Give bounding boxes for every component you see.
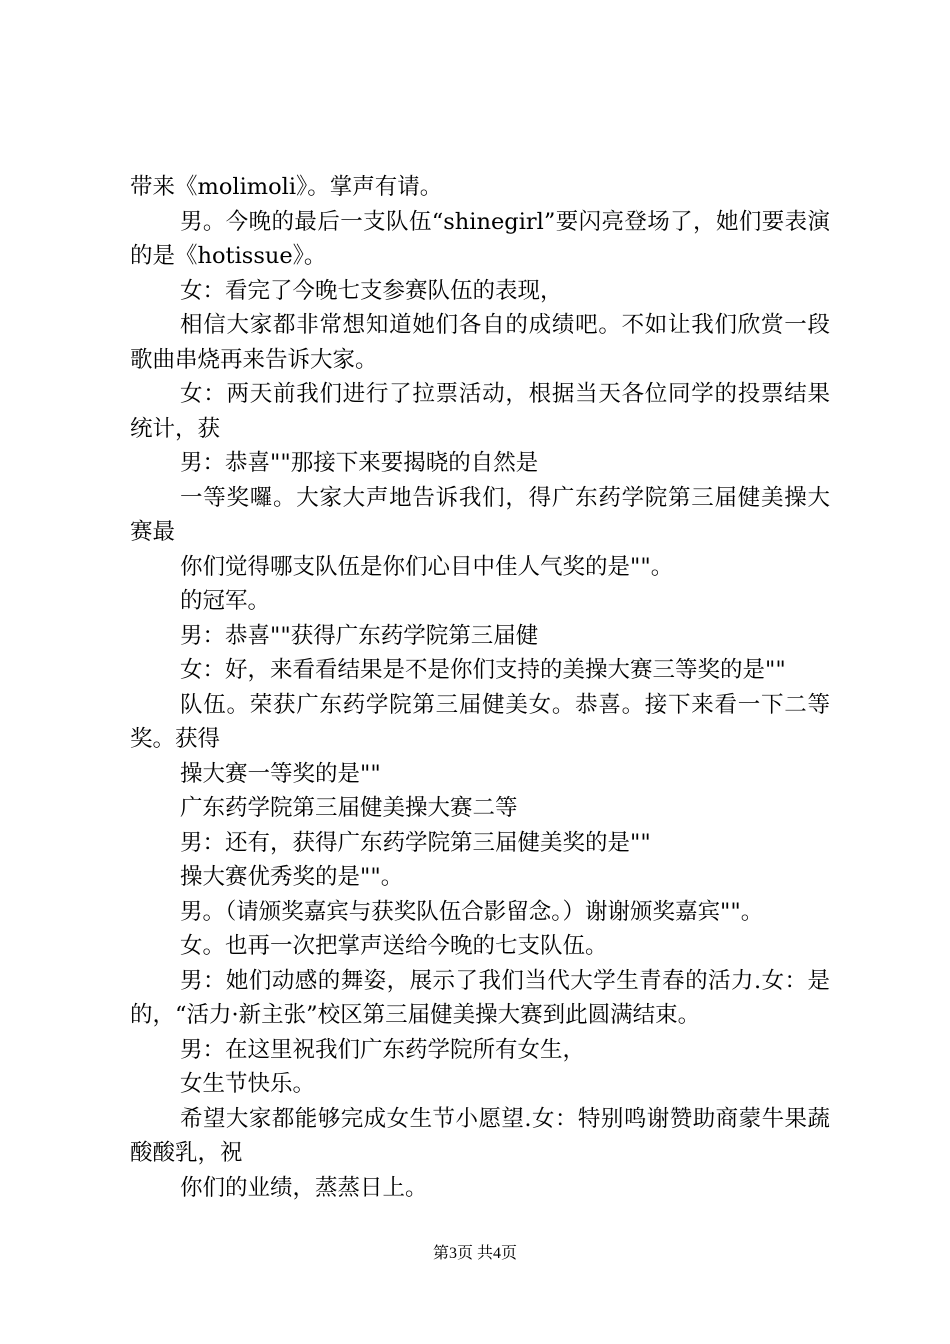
paragraph: 男。（请颁奖嘉宾与获奖队伍合影留念。）谢谢颁奖嘉宾""。 (180, 898, 764, 925)
paragraph: 男：恭喜""那接下来要揭晓的自然是 (180, 450, 539, 476)
paragraph: 一等奖囉。大家大声地告诉我们，得广东药学院第三届健美操大赛最 (130, 484, 830, 545)
paragraph: 带来《molimoli》。掌声有请。 (130, 174, 443, 200)
paragraph: 操大赛一等奖的是"" (180, 760, 381, 787)
paragraph: 相信大家都非常想知道她们各自的成绩吧。不如让我们欣赏一段歌曲串烧再来告诉大家。 (130, 312, 830, 373)
paragraph: 女。也再一次把掌声送给今晚的七支队伍。 (180, 933, 608, 959)
paragraph: 男：恭喜""获得广东药学院第三届健 (180, 622, 539, 649)
paragraph: 广东药学院第三届健美操大赛二等 (180, 795, 518, 821)
paragraph: 男：在这里祝我们广东药学院所有女生， (180, 1036, 586, 1063)
paragraph: 你们觉得哪支队伍是你们心目中佳人气奖的是""。 (180, 553, 674, 580)
page-footer (0, 1244, 950, 1264)
paragraph: 女：看完了今晚七支参赛队伍的表现， (180, 277, 563, 304)
page-number-label: 第3页 共4页 (432, 1245, 517, 1262)
paragraph: 女生节快乐。 (180, 1071, 316, 1097)
paragraph: 操大赛优秀奖的是""。 (180, 864, 404, 890)
paragraph: 男：还有，获得广东药学院第三届健美奖的是"" (180, 829, 651, 856)
paragraph: 希望大家都能够完成女生节小愿望.女：特别鸣谢赞助商蒙牛果蔬酸酸乳，祝 (130, 1105, 830, 1166)
paragraph: 男：她们动感的舞姿，展示了我们当代大学生青春的活力.女：是的，“活力·新主张”校区第三届健美操大赛到此圆满结束。 (130, 967, 830, 1028)
paragraph: 队伍。荣获广东药学院第三届健美女。恭喜。接下来看一下二等奖。获得 (130, 691, 830, 752)
paragraph: 女：两天前我们进行了拉票活动，根据当天各位同学的投票结果统计，获 (130, 381, 830, 442)
paragraph: 女：好，来看看结果是不是你们支持的美操大赛三等奖的是"" (180, 657, 786, 683)
paragraph: 你们的业绩，蒸蒸日上。 (180, 1174, 428, 1201)
paragraph: 的冠军。 (180, 588, 271, 614)
document-body (130, 170, 830, 1205)
paragraph: 男。今晚的最后一支队伍“shinegirl”要闪亮登场了，她们要表演的是《hotissue》。 (130, 208, 830, 269)
